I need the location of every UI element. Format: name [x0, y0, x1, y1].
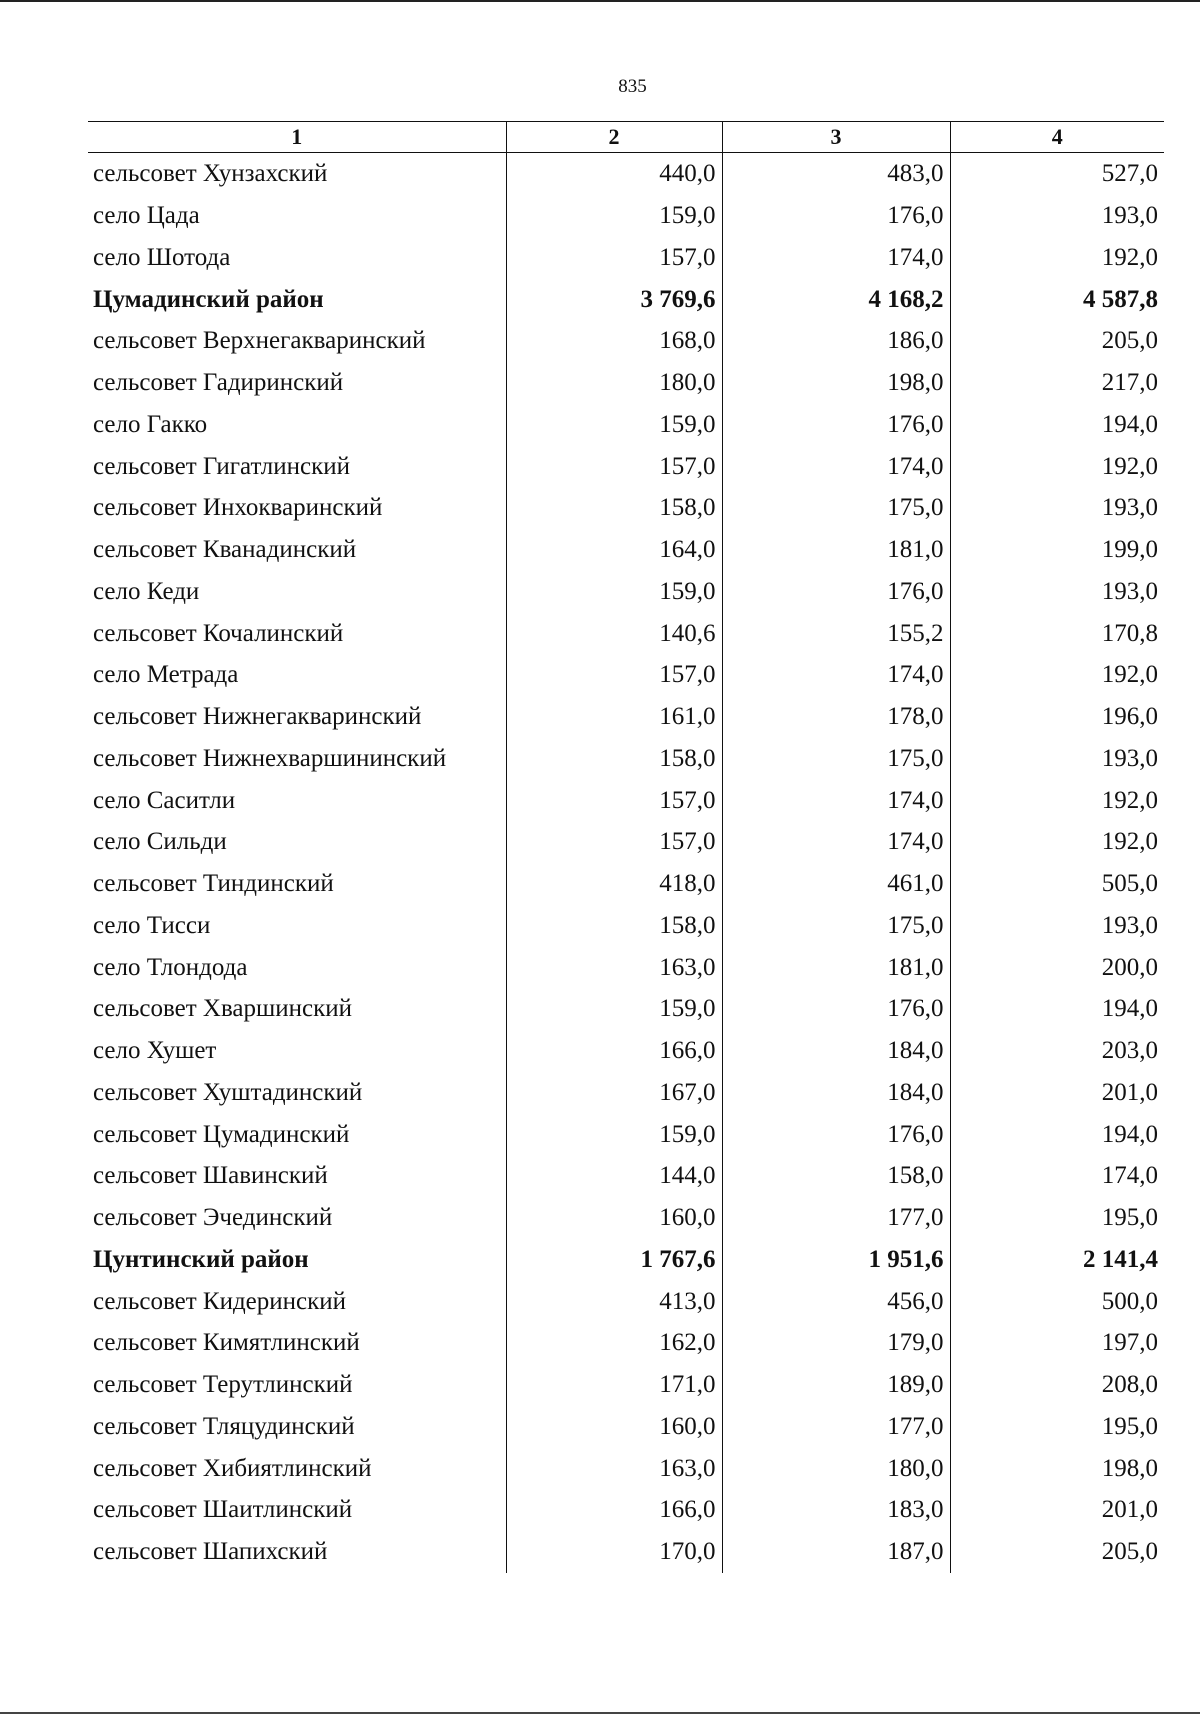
row-value-col2: 159,0	[506, 195, 722, 237]
row-name-cell: село Шотода	[93, 243, 231, 271]
row-name-cell: село Метрада	[93, 661, 239, 689]
row-value-col3: 176,0	[722, 1113, 950, 1155]
row-value-col3: 198,0	[722, 362, 950, 404]
row-value-col2: 413,0	[506, 1280, 722, 1322]
table-row	[88, 1364, 1164, 1406]
row-value-col3: 175,0	[722, 905, 950, 947]
table-row	[88, 612, 1164, 654]
row-value-col4: 205,0	[950, 320, 1164, 362]
row-value-col3: 184,0	[722, 1072, 950, 1114]
row-value-col3: 181,0	[722, 946, 950, 988]
table-row	[88, 738, 1164, 780]
table-row	[88, 571, 1164, 613]
row-value-col2: 157,0	[506, 445, 722, 487]
row-name-cell: сельсовет Инхокваринский	[93, 494, 383, 522]
row-value-col3: 176,0	[722, 195, 950, 237]
row-value-col2: 157,0	[506, 237, 722, 279]
row-value-col4: 193,0	[950, 905, 1164, 947]
row-value-col2: 157,0	[506, 779, 722, 821]
row-value-col4: 194,0	[950, 404, 1164, 446]
row-name-cell: сельсовет Эчединский	[93, 1204, 333, 1232]
row-value-col2: 159,0	[506, 988, 722, 1030]
row-value-col3: 174,0	[722, 779, 950, 821]
table-row	[88, 237, 1164, 279]
row-value-col3: 178,0	[722, 696, 950, 738]
table-row	[88, 696, 1164, 738]
row-value-col4: 193,0	[950, 195, 1164, 237]
row-value-col4: 192,0	[950, 821, 1164, 863]
row-name-cell: сельсовет Нижнегакваринский	[93, 703, 422, 731]
table-row	[88, 779, 1164, 821]
row-value-col3: 177,0	[722, 1406, 950, 1448]
column-header-3: 3	[722, 122, 950, 153]
table-row	[88, 445, 1164, 487]
row-value-col2: 168,0	[506, 320, 722, 362]
row-name-cell: сельсовет Гадиринский	[93, 369, 344, 397]
row-value-col4: 205,0	[950, 1531, 1164, 1573]
row-name-cell: сельсовет Хуштадинский	[93, 1078, 363, 1106]
row-name-cell: Цумадинский район	[93, 285, 324, 313]
table-row	[88, 1322, 1164, 1364]
row-value-col3: 184,0	[722, 1030, 950, 1072]
table-row	[88, 529, 1164, 571]
column-header-2: 2	[506, 122, 722, 153]
row-value-col4: 198,0	[950, 1447, 1164, 1489]
table-body	[88, 153, 1164, 1573]
table-row	[88, 946, 1164, 988]
row-value-col4: 2 141,4	[950, 1239, 1164, 1281]
row-value-col2: 162,0	[506, 1322, 722, 1364]
row-value-col2: 418,0	[506, 863, 722, 905]
row-value-col3: 456,0	[722, 1280, 950, 1322]
row-value-col2: 159,0	[506, 571, 722, 613]
row-name-cell: сельсовет Верхнегакваринский	[93, 327, 426, 355]
row-value-col2: 167,0	[506, 1072, 722, 1114]
row-value-col2: 158,0	[506, 738, 722, 780]
top-border-line	[0, 0, 1200, 2]
row-value-col2: 3 769,6	[506, 278, 722, 320]
row-value-col3: 155,2	[722, 612, 950, 654]
row-value-col4: 500,0	[950, 1280, 1164, 1322]
row-value-col4: 200,0	[950, 946, 1164, 988]
table-row	[88, 195, 1164, 237]
row-name-cell: село Тисси	[93, 911, 211, 939]
row-value-col2: 164,0	[506, 529, 722, 571]
row-value-col4: 195,0	[950, 1406, 1164, 1448]
row-value-col2: 159,0	[506, 404, 722, 446]
row-value-col3: 187,0	[722, 1531, 950, 1573]
table-row	[88, 1447, 1164, 1489]
row-name-cell: сельсовет Гигатлинский	[93, 452, 351, 480]
row-value-col4: 193,0	[950, 738, 1164, 780]
table-row	[88, 1280, 1164, 1322]
row-value-col2: 157,0	[506, 821, 722, 863]
row-value-col4: 170,8	[950, 612, 1164, 654]
row-value-col3: 174,0	[722, 821, 950, 863]
table-row	[88, 1155, 1164, 1197]
row-name-cell: сельсовет Кимятлинский	[93, 1329, 360, 1357]
row-name-cell: сельсовет Терутлинский	[93, 1371, 353, 1399]
page-number: 835	[618, 76, 647, 97]
row-value-col4: 192,0	[950, 237, 1164, 279]
row-value-col2: 159,0	[506, 1113, 722, 1155]
table-row	[88, 654, 1164, 696]
row-value-col3: 174,0	[722, 654, 950, 696]
row-value-col3: 174,0	[722, 445, 950, 487]
row-value-col3: 158,0	[722, 1155, 950, 1197]
row-value-col2: 158,0	[506, 905, 722, 947]
row-value-col2: 166,0	[506, 1489, 722, 1531]
row-name-cell: сельсовет Хваршинский	[93, 995, 353, 1023]
table-row	[88, 1197, 1164, 1239]
row-value-col4: 193,0	[950, 571, 1164, 613]
row-name-cell: сельсовет Шавинский	[93, 1162, 328, 1190]
row-value-col3: 175,0	[722, 738, 950, 780]
row-value-col2: 140,6	[506, 612, 722, 654]
row-name-cell: сельсовет Хунзахский	[93, 160, 328, 188]
row-value-col4: 4 587,8	[950, 278, 1164, 320]
table-row	[88, 487, 1164, 529]
row-value-col2: 166,0	[506, 1030, 722, 1072]
table-header-row	[88, 122, 1164, 153]
row-value-col3: 176,0	[722, 988, 950, 1030]
row-value-col4: 174,0	[950, 1155, 1164, 1197]
row-value-col3: 174,0	[722, 237, 950, 279]
table-row	[88, 863, 1164, 905]
table-row	[88, 821, 1164, 863]
row-value-col4: 192,0	[950, 779, 1164, 821]
row-value-col2: 144,0	[506, 1155, 722, 1197]
row-value-col2: 157,0	[506, 654, 722, 696]
row-value-col2: 1 767,6	[506, 1239, 722, 1281]
row-value-col4: 197,0	[950, 1322, 1164, 1364]
row-value-col4: 194,0	[950, 1113, 1164, 1155]
table-row	[88, 1406, 1164, 1448]
row-value-col4: 505,0	[950, 863, 1164, 905]
row-value-col2: 163,0	[506, 1447, 722, 1489]
table-row	[88, 153, 1164, 195]
row-value-col3: 4 168,2	[722, 278, 950, 320]
table-row	[88, 905, 1164, 947]
row-name-cell: село Цада	[93, 202, 200, 230]
row-value-col4: 203,0	[950, 1030, 1164, 1072]
row-value-col2: 160,0	[506, 1406, 722, 1448]
row-name-cell: сельсовет Кочалинский	[93, 619, 344, 647]
row-value-col4: 217,0	[950, 362, 1164, 404]
row-name-cell: сельсовет Тиндинский	[93, 870, 334, 898]
district-total-row	[88, 1239, 1164, 1281]
row-value-col2: 440,0	[506, 153, 722, 195]
row-value-col4: 192,0	[950, 445, 1164, 487]
column-header-1: 1	[88, 122, 506, 153]
row-value-col3: 179,0	[722, 1322, 950, 1364]
row-name-cell: село Саситли	[93, 786, 236, 814]
row-value-col3: 183,0	[722, 1489, 950, 1531]
row-value-col4: 201,0	[950, 1489, 1164, 1531]
row-name-cell: Цунтинский район	[93, 1245, 309, 1273]
district-total-row	[88, 278, 1164, 320]
table-row	[88, 1030, 1164, 1072]
table-row	[88, 1072, 1164, 1114]
row-value-col3: 181,0	[722, 529, 950, 571]
row-value-col4: 193,0	[950, 487, 1164, 529]
row-name-cell: село Хушет	[93, 1037, 217, 1065]
row-value-col3: 186,0	[722, 320, 950, 362]
row-name-cell: сельсовет Шаитлинский	[93, 1496, 353, 1524]
table-row	[88, 1531, 1164, 1573]
row-name-cell: сельсовет Шапихский	[93, 1538, 328, 1566]
row-name-cell: сельсовет Кидеринский	[93, 1287, 347, 1315]
row-value-col4: 195,0	[950, 1197, 1164, 1239]
row-value-col3: 180,0	[722, 1447, 950, 1489]
row-value-col3: 175,0	[722, 487, 950, 529]
row-value-col4: 201,0	[950, 1072, 1164, 1114]
row-value-col2: 180,0	[506, 362, 722, 404]
row-name-cell: село Гакко	[93, 410, 208, 438]
row-name-cell: село Кеди	[93, 577, 200, 605]
row-value-col4: 196,0	[950, 696, 1164, 738]
table-row	[88, 404, 1164, 446]
row-value-col3: 176,0	[722, 571, 950, 613]
row-value-col4: 527,0	[950, 153, 1164, 195]
bottom-border-line	[0, 1712, 1200, 1714]
row-value-col3: 176,0	[722, 404, 950, 446]
row-value-col2: 161,0	[506, 696, 722, 738]
row-value-col3: 189,0	[722, 1364, 950, 1406]
row-name-cell: село Тлондода	[93, 953, 248, 981]
table-row	[88, 320, 1164, 362]
row-value-col4: 194,0	[950, 988, 1164, 1030]
row-value-col3: 461,0	[722, 863, 950, 905]
row-value-col4: 199,0	[950, 529, 1164, 571]
row-name-cell: сельсовет Цумадинский	[93, 1120, 350, 1148]
table-row	[88, 362, 1164, 404]
row-value-col4: 192,0	[950, 654, 1164, 696]
data-table	[88, 121, 1164, 1573]
row-value-col2: 158,0	[506, 487, 722, 529]
row-name-cell: сельсовет Кванадинский	[93, 536, 357, 564]
table-row	[88, 988, 1164, 1030]
row-value-col2: 160,0	[506, 1197, 722, 1239]
row-value-col3: 1 951,6	[722, 1239, 950, 1281]
row-name-cell: село Сильди	[93, 828, 227, 856]
row-value-col4: 208,0	[950, 1364, 1164, 1406]
row-value-col2: 170,0	[506, 1531, 722, 1573]
row-value-col2: 163,0	[506, 946, 722, 988]
row-name-cell: сельсовет Тляцудинский	[93, 1412, 355, 1440]
row-name-cell: сельсовет Нижнехваршининский	[93, 744, 447, 772]
column-header-4: 4	[950, 122, 1164, 153]
table-row	[88, 1113, 1164, 1155]
row-value-col3: 483,0	[722, 153, 950, 195]
table-row	[88, 1489, 1164, 1531]
row-value-col2: 171,0	[506, 1364, 722, 1406]
row-value-col3: 177,0	[722, 1197, 950, 1239]
row-name-cell: сельсовет Хибиятлинский	[93, 1454, 372, 1482]
